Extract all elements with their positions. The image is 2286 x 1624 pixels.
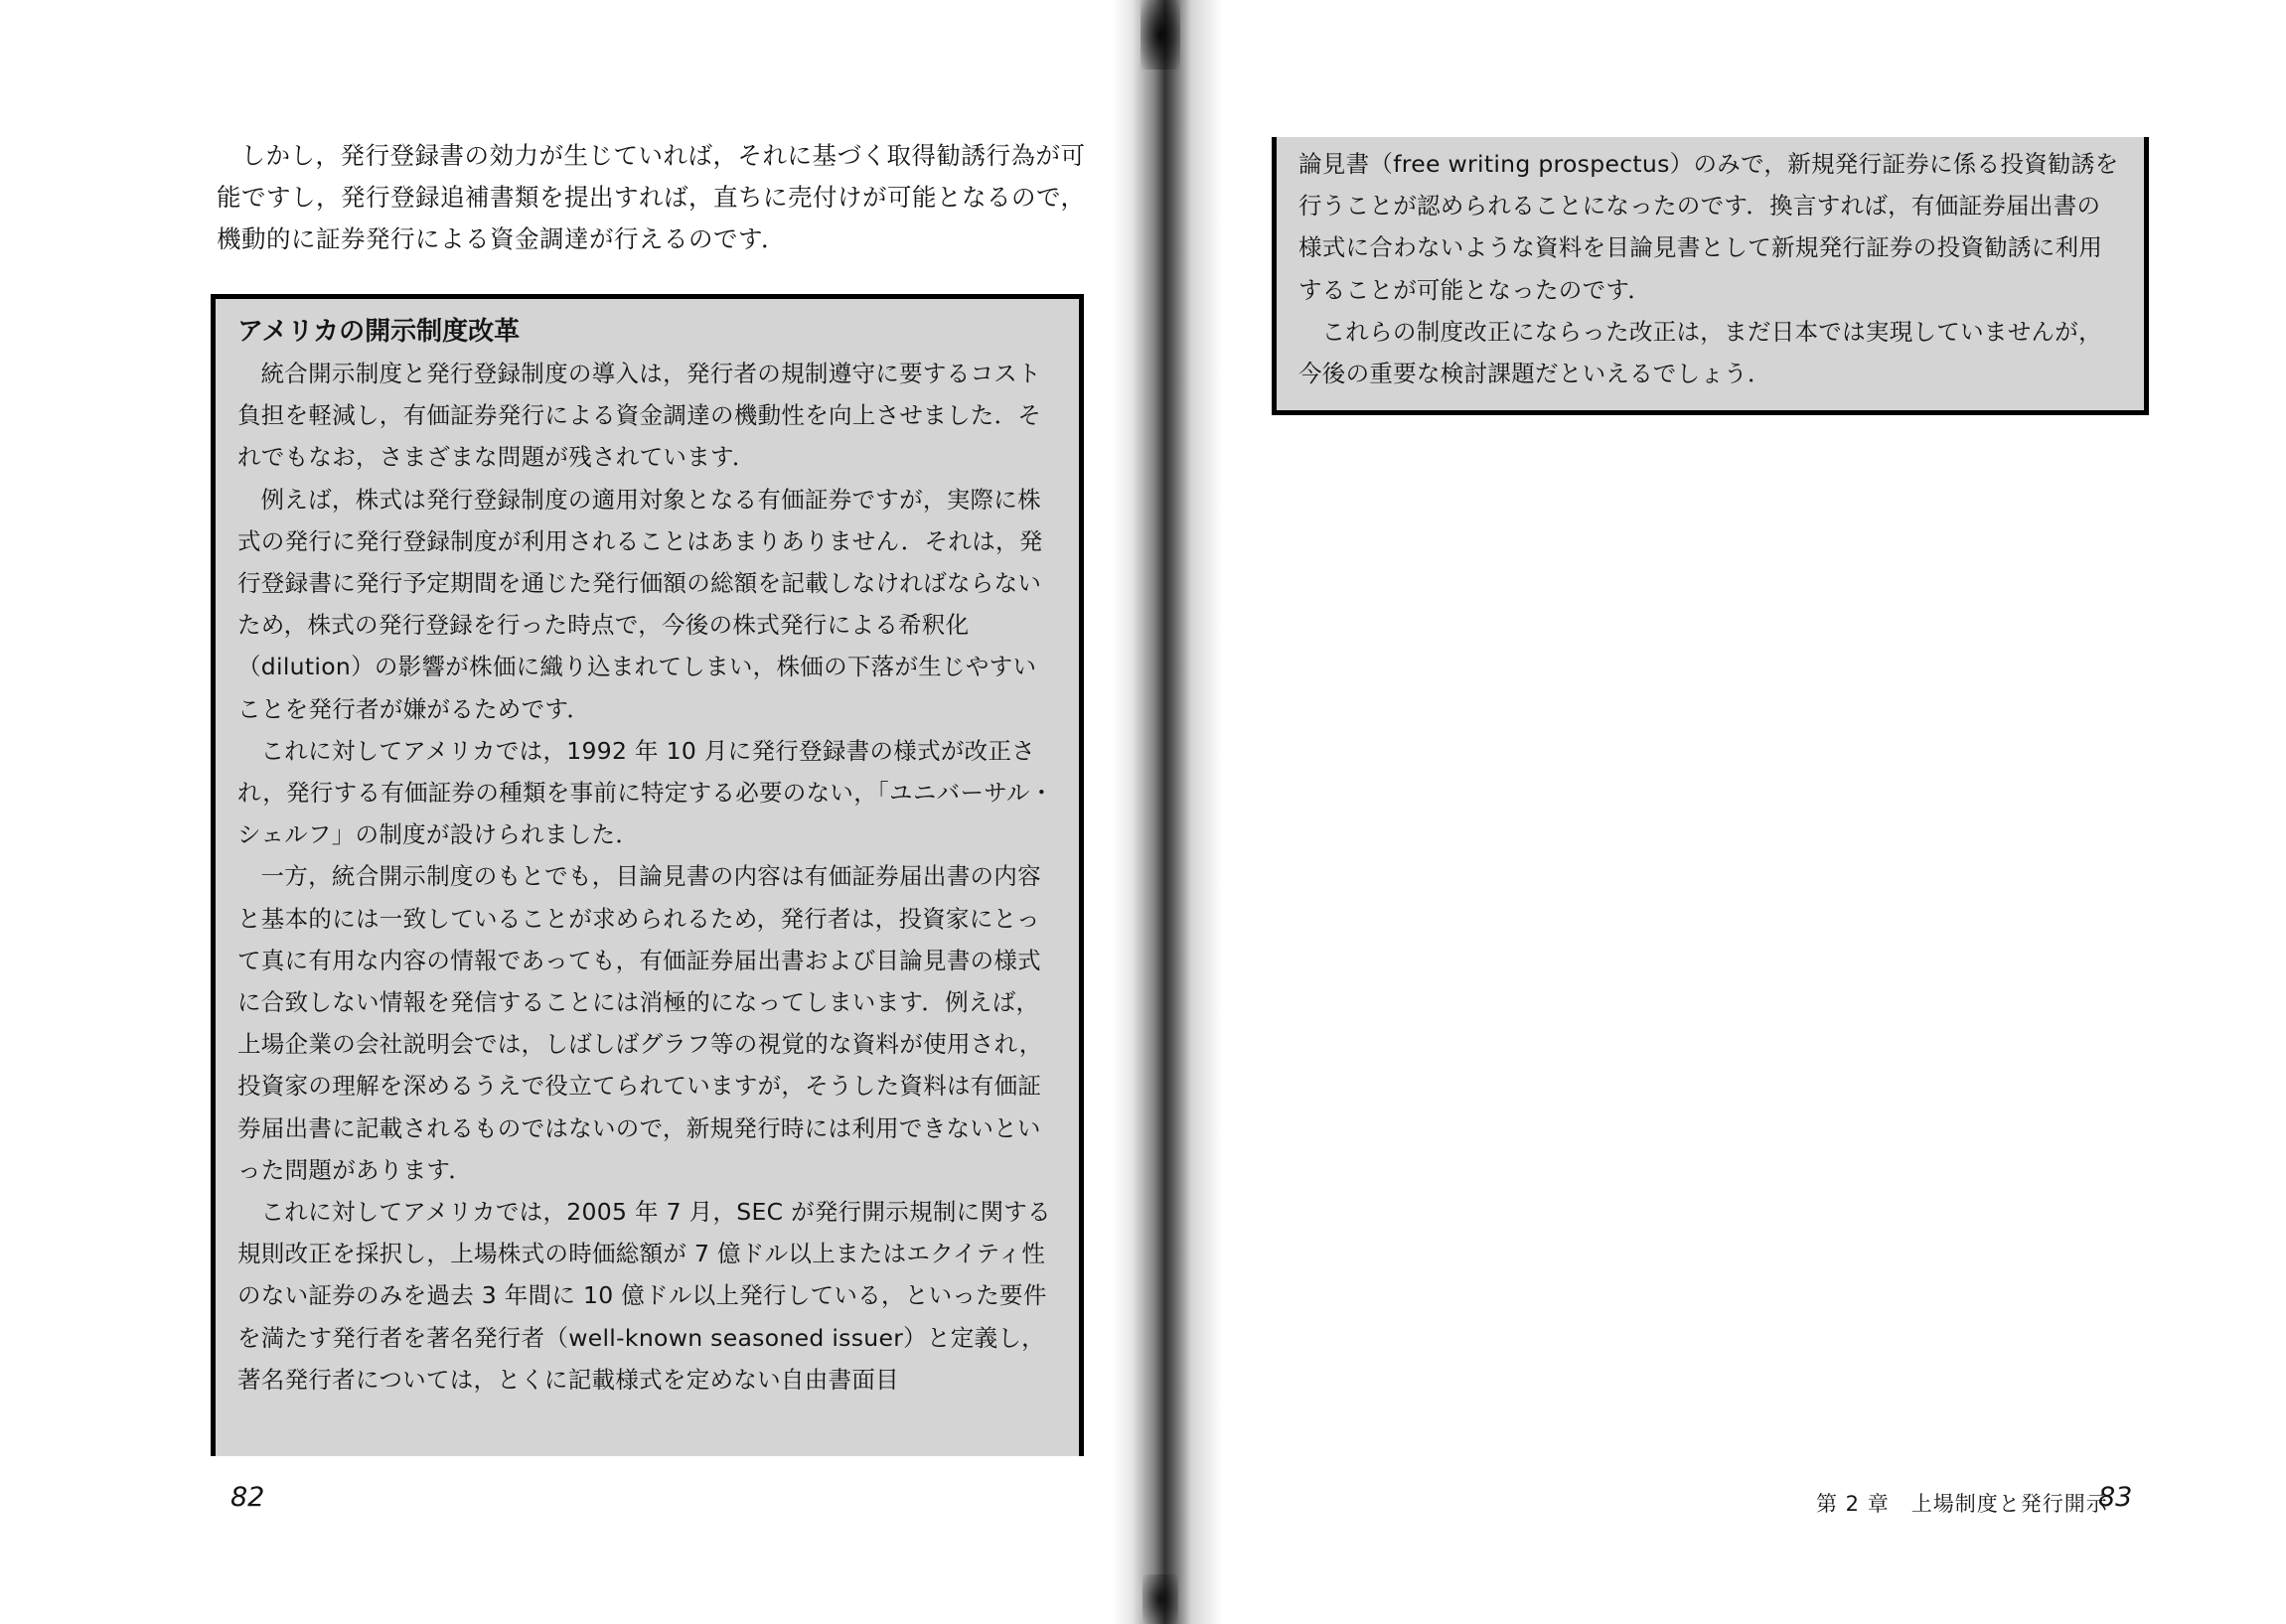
intro-paragraph: しかし，発行登録書の効力が生じていれば，それに基づく取得勧誘行為が可能ですし，発行登録追補書類を提出すれば，直ちに売付けが可能となるので，機動的に証券発行による資金調達が行えるのです． bbox=[217, 141, 1086, 253]
column-paragraph-2: 例えば，株式は発行登録制度の適用対象となる有価証券ですが，実際に株式の発行に発行登録制度が利用されることはあまりありません．それは，発行登録書に発行予定期間を通じた発行価額の総額を記載しなければならないため，株式の発行登録を行った時点で，今後の株式発行による希釈化（dilution）の影響が株価に織り込まれてしまい，株価の下落が生じやすいことを発行者が嫌がるためです． bbox=[237, 485, 1043, 723]
column-box-continued bbox=[1272, 137, 2149, 415]
column-paragraph-4: 一方，統合開示制度のもとでも，目論見書の内容は有価証券届出書の内容と基本的には一致していることが求められるため，発行者は，投資家にとって真に有用な内容の情報であっても，有価証券届出書および目論見書の様式に合致しない情報を発信することには消極的になってしまいます．例えば，上場企業の会社説明会では，しばしばグラフ等の視覚的な資料が使用され，投資家の理解を深めるうえで役立てられていますが，そうした資料は有価証券届出書に記載されるものではないので，新規発行時には利用できないといった問題があります． bbox=[237, 862, 1043, 1184]
running-footer-chapter: 第 2 章 上場制度と発行開示 bbox=[1816, 1492, 2108, 1516]
column-paragraph-1: 統合開示制度と発行登録制度の導入は，発行者の規制遵守に要するコスト負担を軽減し，有価証券発行による資金調達の機動性を向上させました．それでもなお，さまざまな問題が残されています． bbox=[237, 360, 1042, 472]
column-continued-paragraph-2: これらの制度改正にならった改正は，まだ日本では実現していませんが，今後の重要な検討課題だといえるでしょう． bbox=[1298, 317, 2102, 388]
column-paragraph-3: これに対してアメリカでは，1992 年 10 月に発行登録書の様式が改正され，発行する有価証券の種類を事前に特定する必要のない，「ユニバーサル・シェルフ」の制度が設けられました． bbox=[237, 736, 1054, 849]
column-continued-paragraph-1: 論見書（free writing prospectus）のみで，新規発行証券に係る投資勧誘を行うことが認められることになったのです．換言すれば，有価証券届出書の様式に合わないような資料を目論見書として新規発行証券の投資勧誘に利用することが可能となったのです． bbox=[1298, 150, 2119, 304]
book-gutter-shadow-top bbox=[1141, 0, 1180, 70]
column-box-us-disclosure-reform bbox=[211, 294, 1084, 1456]
book-gutter-shadow bbox=[1113, 0, 1222, 1624]
intro-paragraph-block bbox=[217, 135, 1091, 260]
page-number-left: 82 bbox=[230, 1482, 265, 1513]
page-number-right: 83 bbox=[2098, 1482, 2133, 1513]
column-paragraph-5: これに対してアメリカでは，2005 年 7 月，SEC が発行開示規制に関する規則改正を採択し，上場株式の時価総額が 7 億ドル以上またはエクイティ性のない証券のみを過去 3 年間に 10 億ドル以上発行している，といった要件を満たす発行者を著名発行者（well-known seasoned issuer）と定義し，著名発行者については，とくに記載様式を定めない自由書面目 bbox=[237, 1198, 1051, 1394]
column-box-title: アメリカの開示制度改革 bbox=[237, 317, 521, 347]
book-gutter-shadow-bottom bbox=[1143, 1574, 1178, 1624]
